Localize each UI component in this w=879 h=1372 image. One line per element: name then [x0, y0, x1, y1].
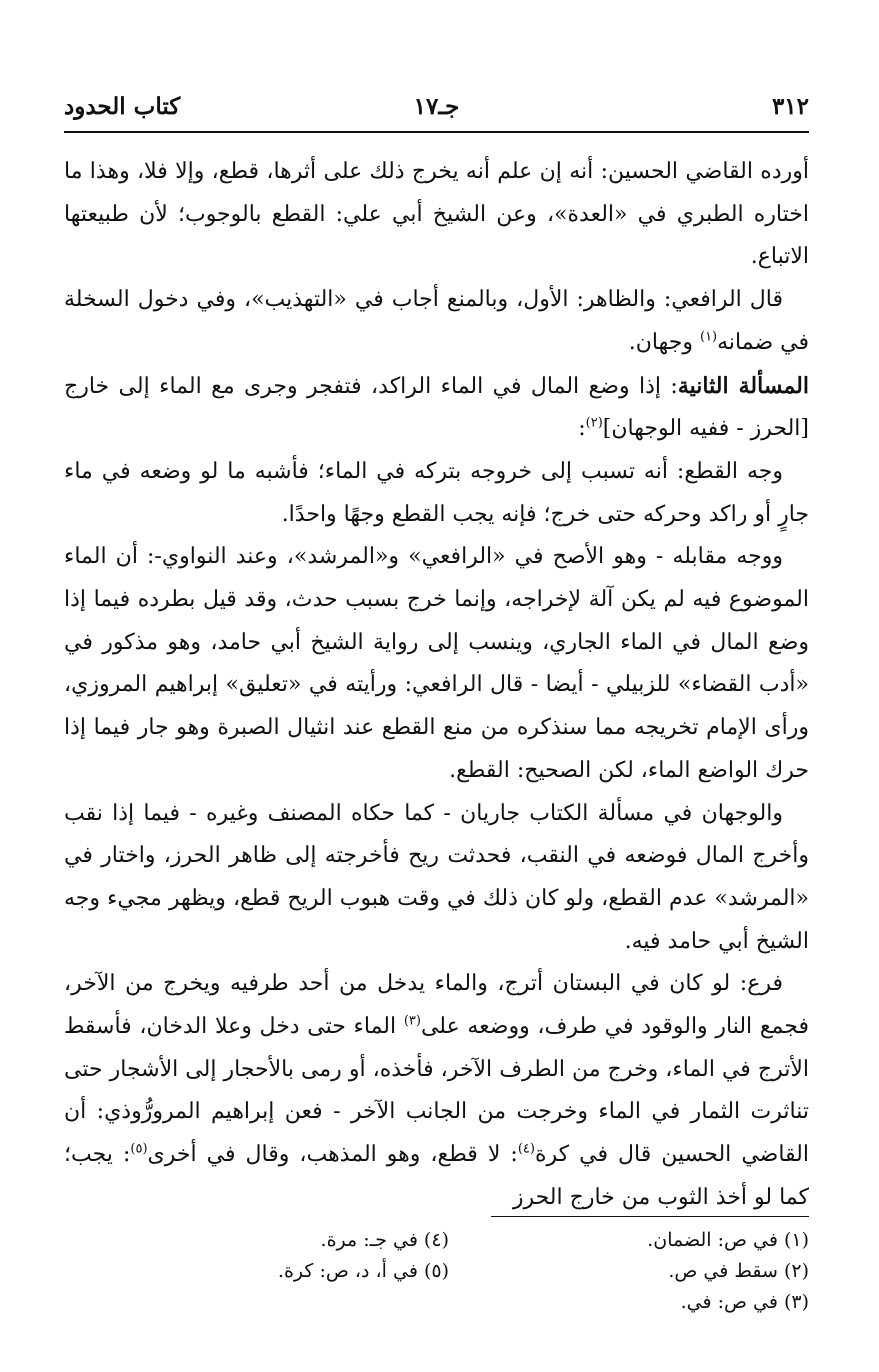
footnote: (٣) في ص: في. — [680, 1291, 809, 1313]
paragraph — [64, 365, 809, 451]
paragraph-text: فرع: لو كان في البستان أترج، والماء يدخل من أحد طرفيه ويخرج من الآخر، فجمع النار والوقود في طرف، ووضعه على — [64, 971, 809, 1040]
footnote-ref: (٣) — [403, 1013, 421, 1029]
footnote: (٥) في أ، د، ص: كرة. — [277, 1260, 449, 1282]
book-title: كتاب الحدود — [64, 92, 181, 120]
footnote-column-left — [149, 1225, 449, 1318]
paragraph-text: وجهان. — [628, 329, 693, 355]
paragraph-text: الماء حتى دخل وعلا الدخان، فأسقط الأترج في الماء، وخرج من الطرف الآخر، فأخذه، أو رمى بالأحجار إلى الأشجار حتى تناثرت الثمار في الماء وخرجت من الجانب الآخر - فعن إبراهيم المرورُّوذي: أن القاضي الحسين قال في كرة — [64, 1014, 809, 1168]
paragraph-text: : — [578, 416, 586, 442]
paragraph: والوجهان في مسألة الكتاب جاريان - كما حكاه المصنف وغيره - فيما إذا نقب وأخرج المال فوضعه في النقب، فحدثت ريح فأخرجته إلى ظاهر الحرز، واختار في «المرشد» عدم القطع، ولو كان ذلك في وقت هبوب الريح قطع، ويظهر مجيء وجه الشيخ أبي حامد فيه. — [64, 800, 809, 954]
paragraph: أورده القاضي الحسين: أنه إن علم أنه يخرج ذلك على أثرها، قطع، وإلا فلا، وهذا ما اختاره الطبري في «العدة»، وعن الشيخ أبي علي: القطع بالوجوب؛ لأن طبيعتها الاتباع. — [64, 159, 809, 270]
page-number: ٣١٢ — [771, 92, 809, 120]
paragraph-text: : لا قطع، وهو المذهب، وقال في أخرى — [147, 1142, 518, 1168]
footnote-ref: (٢) — [585, 415, 603, 431]
paragraph-text: : إذا وضع المال في الماء الراكد، فتفجر وجرى مع الماء إلى خارج [الحرز - ففيه الوجهان] — [64, 373, 809, 442]
paragraph: ووجه مقابله - وهو الأصح في «الرافعي» و«المرشد»، وعند النواوي-: أن الماء الموضوع فيه لم يكن آلة لإخراجه، وإنما خرج بسبب حدث، وقد قيل بطرده فيما إذا وضع المال في الماء الجاري، وينسب إلى رواية الشيخ أبي حامد، وهو مذكور في «أدب القضاء» للزبيلي - أيضا - قال الرافعي: ورأيته في «تعليق» إبراهيم المروزي، ورأى الإمام تخريجه مما سنذكره من منع القطع عند انثيال الصبرة وهو جار فيما إذا حرك الواضع الماء، لكن الصحيح: القطع. — [64, 544, 809, 783]
paragraph — [64, 963, 809, 1219]
footnote: (٤) في جـ: مرة. — [320, 1229, 449, 1251]
volume-number: جـ١٧ — [413, 92, 460, 120]
footnote-column-right — [509, 1225, 809, 1318]
footnote-ref: (٤) — [517, 1141, 535, 1157]
paragraph: وجه القطع: أنه تسبب إلى خروجه بتركه في الماء؛ فأشبه ما لو وضعه في ماء جارٍ أو راكد وحركه حتى خرج؛ فإنه يجب القطع وجهًا واحدًا. — [64, 458, 809, 527]
footnote: (١) في ص: الضمان. — [647, 1229, 809, 1251]
paragraph — [64, 279, 809, 364]
running-header — [64, 86, 809, 126]
section-heading: المسألة الثانية — [677, 372, 809, 399]
main-text — [64, 151, 809, 1220]
paragraph-text: قال الرافعي: والظاهر: الأول، وبالمنع أجاب في «التهذيب»، وفي دخول السخلة في ضمانه — [64, 287, 809, 355]
footnote-ref: (٥) — [130, 1141, 148, 1157]
footnote-ref: (١) — [699, 329, 718, 345]
paragraph-text: : يجب؛ كما لو أخذ الثوب من خارج الحرز — [64, 1142, 809, 1210]
footnote-rule — [491, 1216, 809, 1217]
footnote: (٢) سقط في ص. — [668, 1260, 809, 1282]
footnotes — [64, 1225, 809, 1318]
header-rule — [64, 131, 809, 133]
